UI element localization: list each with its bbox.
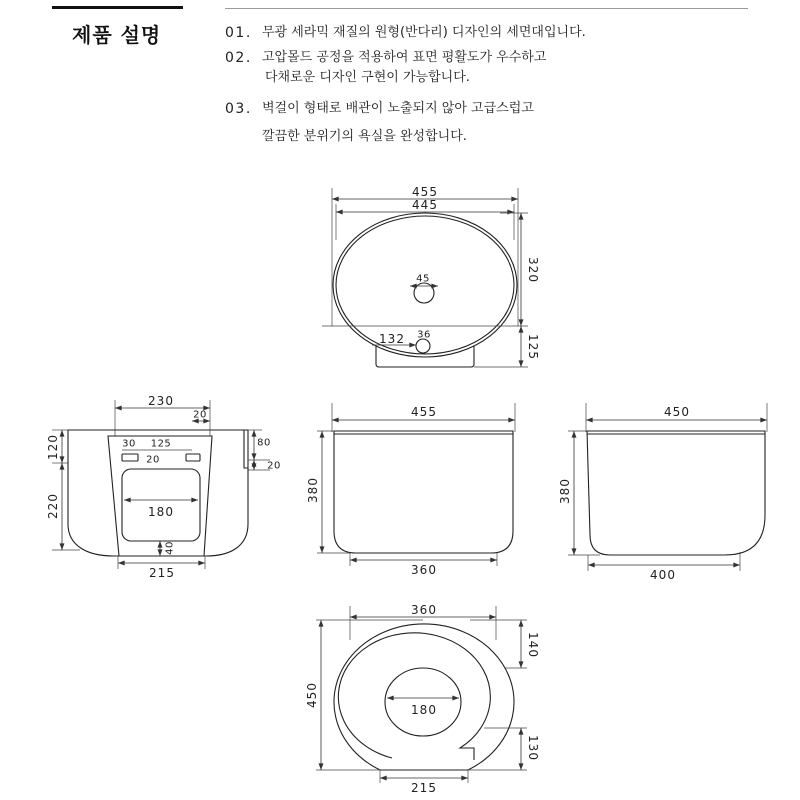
drain-diameter-label: 45: [416, 273, 430, 285]
section-view: [46, 394, 281, 580]
item-text: 다채로운 디자인 구현이 가능합니다.: [265, 70, 470, 85]
bowl-width-label: 180: [148, 505, 174, 519]
item-text: 벽걸이 형태로 배관이 노출되지 않아 고급스럽고: [262, 101, 534, 116]
rim-height-label: 80: [257, 437, 271, 449]
front-base-width-label: 360: [411, 563, 437, 577]
item-number: 01.: [225, 25, 252, 41]
side-width-label: 450: [664, 405, 690, 419]
side-height-label: 380: [558, 478, 572, 504]
rim-step-label: 20: [267, 460, 281, 472]
item-text: 무광 세라믹 재질의 원형(반다리) 디자인의 세면대입니다.: [262, 25, 586, 40]
slot-offset-label: 30: [122, 438, 136, 450]
front-outline: [334, 431, 513, 553]
slot-spacing-label: 125: [150, 438, 172, 450]
item-number: 02.: [225, 50, 252, 66]
top-rim-label: 20: [193, 409, 207, 421]
item-text: 깔끔한 분위기의 욕실을 완성합니다.: [262, 129, 467, 144]
overall-width-label: 455: [412, 185, 438, 199]
bottom-bowl-width-label: 180: [411, 703, 437, 717]
mounting-slot: [186, 454, 200, 461]
lower-height-label: 220: [46, 493, 60, 519]
front-width-label: 455: [411, 405, 437, 419]
depth-label: 320: [526, 257, 540, 283]
bottom-view-width-label: 360: [411, 603, 437, 617]
mounting-slot: [122, 454, 138, 461]
side-base-width-label: 400: [650, 568, 676, 582]
side-view: [558, 403, 767, 582]
overflow-offset-label: 132: [379, 332, 405, 346]
upper-depth-label: 140: [526, 632, 540, 658]
item-number: 03.: [225, 101, 252, 117]
upper-height-label: 120: [46, 434, 60, 460]
front-view: [306, 403, 515, 577]
section-title: 제품 설명: [72, 23, 162, 47]
bottom-depth-label: 450: [305, 682, 319, 708]
overflow-diameter-label: 36: [417, 329, 431, 341]
bottom-inner-ring: [338, 633, 490, 760]
bottom-width-label: 215: [149, 566, 175, 580]
bottom-gap-label: 40: [164, 541, 176, 555]
top-view: [322, 185, 540, 367]
slot-height-label: 20: [146, 454, 160, 466]
side-outline: [587, 431, 765, 555]
bottom-base-width-label: 215: [411, 781, 437, 795]
item-text: 고압몰드 공정을 적용하여 표면 평활도가 우수하고: [262, 50, 547, 65]
bowl-underside: [385, 668, 461, 736]
bottom-view: [305, 603, 540, 795]
bottom-outer-outline: [334, 624, 514, 770]
rim-step: [244, 430, 248, 468]
lower-depth-label: 130: [526, 735, 540, 761]
front-height-label: 380: [306, 477, 320, 503]
inner-width-label: 445: [412, 198, 438, 212]
top-width-label: 230: [148, 394, 174, 408]
leg-depth-label: 125: [526, 334, 540, 360]
